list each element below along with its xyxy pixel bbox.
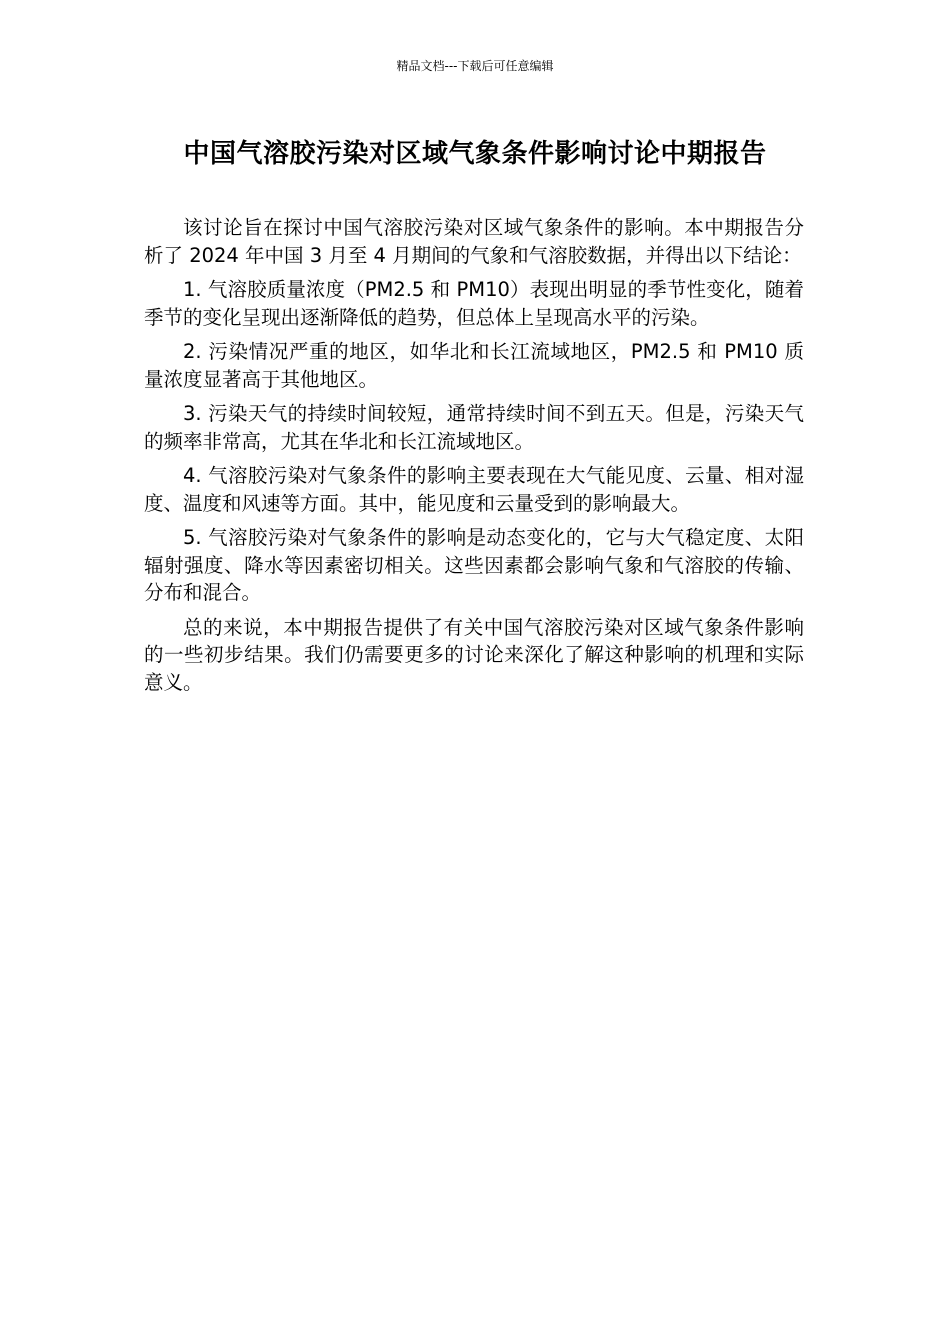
document-title: 中国气溶胶污染对区域气象条件影响讨论中期报告 bbox=[183, 139, 767, 169]
header-note: 精品文档---下载后可任意编辑 bbox=[396, 59, 554, 73]
intro-paragraph: 该讨论旨在探讨中国气溶胶污染对区域气象条件的影响。本中期报告分析了 2024 年中国 3 月至 4 月期间的气象和气溶胶数据，并得出以下结论： bbox=[144, 216, 804, 267]
summary-paragraph: 总的来说，本中期报告提供了有关中国气溶胶污染对区域气象条件影响的一些初步结果。我们仍需要更多的讨论来深化了解这种影响的机理和实际意义。 bbox=[144, 615, 804, 694]
conclusion-3-paragraph: 3. 污染天气的持续时间较短，通常持续时间不到五天。但是，污染天气的频率非常高，尤其在华北和长江流域地区。 bbox=[144, 402, 804, 453]
conclusion-4-paragraph: 4. 气溶胶污染对气象条件的影响主要表现在大气能见度、云量、相对湿度、温度和风速等方面。其中，能见度和云量受到的影响最大。 bbox=[144, 464, 804, 515]
conclusion-5-paragraph: 5. 气溶胶污染对气象条件的影响是动态变化的，它与大气稳定度、太阳辐射强度、降水等因素密切相关。这些因素都会影响气象和气溶胶的传输、分布和混合。 bbox=[144, 526, 804, 604]
conclusion-1-paragraph: 1. 气溶胶质量浓度（PM2.5 和 PM10）表现出明显的季节性变化，随着季节的变化呈现出逐渐降低的趋势，但总体上呈现高水平的污染。 bbox=[144, 278, 804, 329]
document-body bbox=[144, 214, 804, 703]
conclusion-2-paragraph: 2. 污染情况严重的地区，如华北和长江流域地区，PM2.5 和 PM10 质量浓度显著高于其他地区。 bbox=[144, 340, 804, 391]
